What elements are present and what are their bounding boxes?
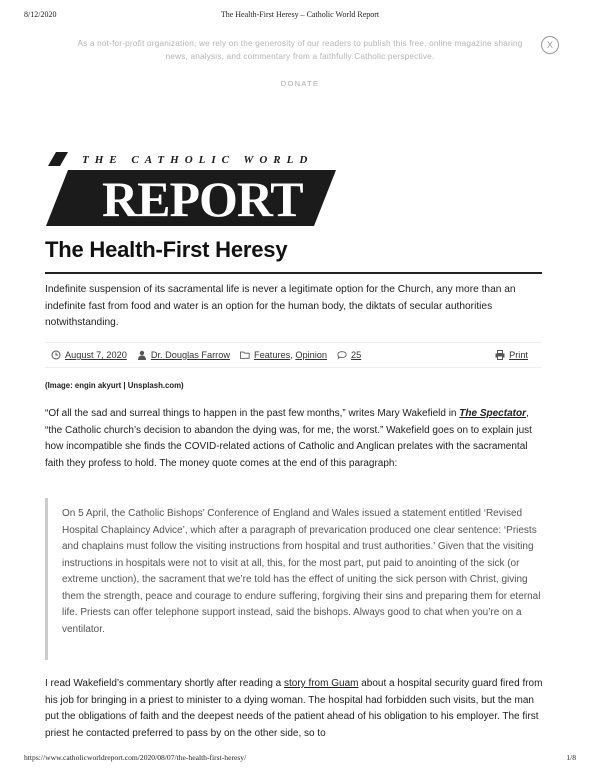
print-date: 8/12/2020 [24, 10, 57, 19]
p2-text-start: I read Wakefield’s commentary shortly after reading a [45, 678, 284, 689]
donate-button[interactable]: DONATE [280, 79, 320, 88]
paragraph-2 [45, 676, 545, 742]
print-footer [24, 753, 576, 762]
printer-icon [495, 350, 505, 360]
donation-message: As a not-for-profit organization, we rely on the generosity of our readers to publish this free, online magazine sharing news, analysis, and commentary from a faithfully Catholic perspective. [77, 39, 523, 61]
image-credit: (Image: engin akyurt | Unsplash.com) [45, 381, 184, 390]
title-divider [45, 272, 542, 274]
meta-comments [337, 350, 361, 360]
print-url: https://www.catholicworldreport.com/2020/08/07/the-health-first-heresy/ [24, 753, 247, 762]
p2-text-end: about a hospital security guard fired from his job for bringing in a priest to minister to a dying woman. The hospital had forbidden such visits, but the man put the obligations of faith and the deepest needs of the patient ahead of his obligation to his employer. The first priest he contacted preferred to pass by on the other side, so to [45, 678, 543, 739]
author-link[interactable]: Dr. Douglas Farrow [150, 350, 230, 360]
page-number: 1/8 [566, 753, 576, 762]
close-icon: X [546, 40, 553, 50]
print-label: Print [509, 350, 528, 360]
date-link[interactable]: August 7, 2020 [65, 350, 127, 360]
comments-link[interactable]: 25 [351, 350, 362, 360]
category-separator: , [290, 350, 293, 360]
p1-text-start: “Of all the sad and surreal things to happen in the past few months,” writes Mary Wakefield in [45, 408, 460, 419]
blockquote: On 5 April, the Catholic Bishops’ Conference of England and Wales issued a statement entitled ‘Revised Hospital Chaplaincy Advice’, which after a paragraph of prevarication produced one clear sentence: ‘Priests and chaplains must follow the visiting instructions from hospital and trust authorities.’ Given that the visiting instructions in hospitals were not to visit at all, this, for the most part, put paid to anointing of the sick (or extreme unction), the sacrament that we’re told has the effect of uniting the sick person with Christ, giving them the strength, peace and courage to endure suffering, forgiving their sins and preparing them for eternal life. Priests can offer telephone support instead, said the bishops. Always good to chat when you’re on a ventilator. [45, 498, 545, 660]
site-logo[interactable] [46, 148, 336, 226]
user-icon [137, 350, 147, 360]
spectator-link[interactable]: The Spectator [459, 408, 526, 419]
meta-categories [240, 350, 327, 360]
comment-icon [337, 350, 347, 360]
clock-icon [51, 350, 61, 360]
folder-icon [240, 350, 250, 360]
guam-story-link[interactable]: story from Guam [284, 678, 359, 689]
meta-author [137, 350, 230, 360]
category-link-features[interactable]: Features [253, 350, 291, 360]
article-title: The Health-First Heresy [45, 237, 288, 262]
logo-line1: THE CATHOLIC WORLD [82, 154, 314, 166]
logo-line2: REPORT [102, 171, 303, 226]
article-meta [45, 342, 542, 368]
paragraph-1 [45, 406, 545, 472]
close-button[interactable] [541, 36, 559, 54]
p1-text-end: , “the Catholic church’s decision to abandon the dying was, for me, the worst.” Wakefield goes on to explain just how incompatible she finds the COVID-related actions of Catholic and Anglican prelates with the sacramental faith they profess to hold. The money quote comes at the end of this paragraph: [45, 408, 532, 469]
meta-date [51, 350, 127, 360]
print-page-title: The Health-First Heresy – Catholic World Report [220, 10, 380, 19]
print-button[interactable] [495, 350, 528, 360]
category-link-opinion[interactable]: Opinion [295, 350, 328, 360]
print-header [24, 10, 576, 22]
article-dek: Indefinite suspension of its sacramental life is never a legitimate option for the Church, any more than an indefinite fast from food and water is an option for the human body, the diktats of secular authorities notwithstanding. [45, 284, 516, 328]
